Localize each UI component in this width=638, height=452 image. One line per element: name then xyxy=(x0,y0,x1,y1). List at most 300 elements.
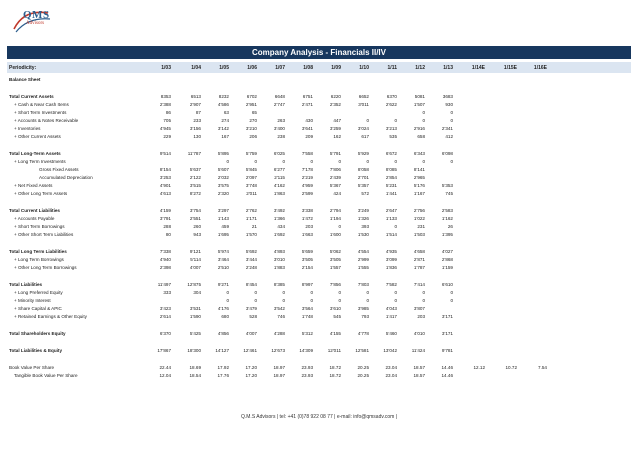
cell-value: 3'641 xyxy=(301,126,313,131)
row-label: Gross Fixed Assets xyxy=(39,167,79,172)
period-column-header: 1/14E xyxy=(471,65,485,71)
table-row xyxy=(7,117,631,125)
cell-value: 6702 xyxy=(246,94,257,99)
cell-value: 8'085 xyxy=(385,167,397,172)
cell-value: 18.69 xyxy=(189,365,201,370)
period-column-header: 1/12 xyxy=(415,65,425,71)
cell-value: 3'253 xyxy=(159,175,171,180)
cell-value: 1'503 xyxy=(413,232,425,237)
cell-value: 2'916 xyxy=(413,126,425,131)
page-title: Company Analysis - Financials II/IV xyxy=(7,46,631,59)
cell-value: 943 xyxy=(193,232,201,237)
cell-value: 0 xyxy=(310,298,313,303)
cell-value: 2'868 xyxy=(441,257,453,262)
cell-value: 4'658 xyxy=(413,249,425,254)
cell-value: 2'701 xyxy=(357,175,369,180)
cell-value: 6370 xyxy=(386,94,397,99)
period-column-header: 1/15E xyxy=(503,65,517,71)
cell-value: 0 xyxy=(254,290,257,295)
row-label: + Long Term Borrowings xyxy=(14,257,64,262)
cell-value: 5'607 xyxy=(217,167,229,172)
cell-value: 3'099 xyxy=(385,257,397,262)
cell-value: 0 xyxy=(338,298,341,303)
cell-value: 0 xyxy=(450,159,453,164)
cell-value: 13'042 xyxy=(383,348,397,353)
cell-value: 5081 xyxy=(414,94,425,99)
cell-value: 0 xyxy=(450,110,453,115)
cell-value: 0 xyxy=(226,159,229,164)
cell-value: 260 xyxy=(193,224,201,229)
cell-value: 2'388 xyxy=(159,102,171,107)
table-row xyxy=(7,281,631,289)
cell-value: 6'610 xyxy=(441,282,453,287)
cell-value: 11'787 xyxy=(187,151,201,156)
cell-value: 1'863 xyxy=(273,191,285,196)
period-column-header: 1/10 xyxy=(359,65,369,71)
cell-value: 238 xyxy=(277,134,285,139)
cell-value: 3'259 xyxy=(329,126,341,131)
row-label: Tangible Book Value Per Share xyxy=(14,373,78,378)
cell-value: 3'213 xyxy=(385,126,397,131)
cell-value: 1'366 xyxy=(273,216,285,221)
cell-value: 12'875 xyxy=(187,282,201,287)
cell-value: 4'159 xyxy=(159,208,171,213)
cell-value: 0 xyxy=(450,290,453,295)
cell-value: 2'122 xyxy=(189,175,201,180)
cell-value: 8232 xyxy=(218,94,229,99)
cell-value: 0 xyxy=(338,224,341,229)
cell-value: 2'951 xyxy=(245,102,257,107)
cell-value: 12'461 xyxy=(243,348,257,353)
cell-value: 0 xyxy=(394,159,397,164)
cell-value: 8'454 xyxy=(245,282,257,287)
cell-value: 12'011 xyxy=(327,348,341,353)
row-label: + Accounts Payable xyxy=(14,216,55,221)
cell-value: 459 xyxy=(221,224,229,229)
table-row xyxy=(7,338,631,347)
cell-value: 4'959 xyxy=(301,183,313,188)
cell-value: 5'231 xyxy=(385,183,397,188)
cell-value: 4'288 xyxy=(273,331,285,336)
periodicity-label: Periodicity: xyxy=(9,65,37,71)
cell-value: 1'557 xyxy=(329,265,341,270)
row-label: Total Liabilities xyxy=(9,282,43,287)
table-row xyxy=(7,313,631,321)
cell-value: 9'514 xyxy=(159,151,171,156)
cell-value: 23.93 xyxy=(301,365,313,370)
cell-value: 680 xyxy=(221,314,229,319)
period-column-header: 1/03 xyxy=(161,65,171,71)
row-label: + Accounts & Notes Receivable xyxy=(14,118,79,123)
cell-value: 2'583 xyxy=(441,208,453,213)
row-label: Accumulated Depreciation xyxy=(39,175,93,180)
cell-value: 9'781 xyxy=(441,348,453,353)
cell-value: 2'320 xyxy=(217,191,229,196)
cell-value: 2'032 xyxy=(217,175,229,180)
cell-value: 12.04 xyxy=(159,373,171,378)
cell-value: 0 xyxy=(394,224,397,229)
row-label: Total Current Liabilities xyxy=(9,208,60,213)
cell-value: 7'806 xyxy=(329,167,341,172)
cell-value: 8'272 xyxy=(189,191,201,196)
row-label: + Short Term Borrowings xyxy=(14,224,65,229)
table-row xyxy=(7,289,631,297)
cell-value: 1'555 xyxy=(357,265,369,270)
cell-value: 0 xyxy=(226,290,229,295)
cell-value: 5'637 xyxy=(189,167,201,172)
cell-value: 3'423 xyxy=(159,306,171,311)
cell-value: 20.25 xyxy=(357,365,369,370)
cell-value: 3'564 xyxy=(301,306,313,311)
cell-value: 274 xyxy=(221,118,229,123)
table-row xyxy=(7,141,631,150)
cell-value: 3'338 xyxy=(301,208,313,213)
cell-value: 2'999 xyxy=(357,257,369,262)
cell-value: 3'171 xyxy=(441,331,453,336)
cell-value: 12'673 xyxy=(271,348,285,353)
cell-value: 4'043 xyxy=(385,306,397,311)
cell-value: 746 xyxy=(277,314,285,319)
table-row xyxy=(7,190,631,198)
cell-value: 3'515 xyxy=(189,183,201,188)
cell-value: 5'367 xyxy=(329,183,341,188)
cell-value: 2'756 xyxy=(413,208,425,213)
cell-value: 3'542 xyxy=(273,306,285,311)
row-label: Total Current Assets xyxy=(9,94,54,99)
cell-value: 288 xyxy=(163,224,171,229)
cell-value: 2'510 xyxy=(217,265,229,270)
cell-value: 2'794 xyxy=(329,208,341,213)
cell-value: 17.20 xyxy=(245,365,257,370)
cell-value: 12.12 xyxy=(473,365,485,370)
cell-value: 5'357 xyxy=(357,183,369,188)
cell-value: 793 xyxy=(361,314,369,319)
cell-value: 2'341 xyxy=(441,126,453,131)
cell-value: 17.20 xyxy=(245,373,257,378)
cell-value: 21 xyxy=(251,224,257,229)
cell-value: 658 xyxy=(417,134,425,139)
cell-value: 2'471 xyxy=(301,102,313,107)
cell-value: 6'370 xyxy=(159,331,171,336)
cell-value: 63 xyxy=(223,110,229,115)
cell-value: 0 xyxy=(394,118,397,123)
cell-value: 6652 xyxy=(358,94,369,99)
cell-value: 6'098 xyxy=(441,151,453,156)
cell-value: 0 xyxy=(366,159,369,164)
cell-value: 3'754 xyxy=(189,208,201,213)
cell-value: 0 xyxy=(282,298,285,303)
period-column-header: 1/04 xyxy=(191,65,201,71)
table-row xyxy=(7,264,631,272)
cell-value: 18.57 xyxy=(413,373,425,378)
cell-value: 270 xyxy=(249,118,257,123)
table-row xyxy=(7,330,631,338)
cell-value: 6220 xyxy=(330,94,341,99)
cell-value: 203 xyxy=(305,224,313,229)
cell-value: 1'167 xyxy=(413,191,425,196)
table-row xyxy=(7,355,631,364)
cell-value: 5'692 xyxy=(245,249,257,254)
cell-value: 23.93 xyxy=(301,373,313,378)
cell-value: 11'424 xyxy=(411,348,425,353)
cell-value: 6751 xyxy=(302,94,313,99)
cell-value: 2'115 xyxy=(274,175,285,180)
cell-value: 304 xyxy=(193,290,201,295)
cell-value: 167 xyxy=(221,134,229,139)
cell-value: 0 xyxy=(450,118,453,123)
cell-value: 545 xyxy=(333,314,341,319)
cell-value: 2'871 xyxy=(413,257,425,262)
cell-value: 7'414 xyxy=(413,282,425,287)
row-label: Total Long Term Liabilities xyxy=(9,249,67,254)
cell-value: 3'444 xyxy=(245,257,257,262)
cell-value: 3'400 xyxy=(273,126,285,131)
period-column-header: 1/05 xyxy=(219,65,229,71)
table-row xyxy=(7,215,631,223)
cell-value: 80 xyxy=(165,232,171,237)
table-row xyxy=(7,347,631,355)
cell-value: 0 xyxy=(254,159,257,164)
row-label: + Minority Interest xyxy=(14,298,51,303)
cell-value: 8'141 xyxy=(413,167,425,172)
cell-value: 1'836 xyxy=(385,265,397,270)
cell-value: 2'011 xyxy=(246,191,257,196)
cell-value: 87 xyxy=(195,110,201,115)
row-label: + Share Capital & APIC xyxy=(14,306,62,311)
cell-value: 130 xyxy=(193,134,201,139)
cell-value: 5'114 xyxy=(190,257,201,262)
cell-value: 8'385 xyxy=(273,282,285,287)
cell-value: 0 xyxy=(282,290,285,295)
cell-value: 5'460 xyxy=(385,331,397,336)
cell-value: 3'024 xyxy=(357,126,369,131)
period-column-header: 1/13 xyxy=(443,65,453,71)
row-label: + Other Long Term Assets xyxy=(14,191,68,196)
row-label: + Other Short Term Liabilities xyxy=(14,232,74,237)
table-row xyxy=(7,109,631,117)
cell-value: 2'622 xyxy=(385,102,397,107)
table-row xyxy=(7,297,631,305)
cell-value: 263 xyxy=(277,118,285,123)
cell-value: 18.97 xyxy=(273,365,285,370)
cell-value: 11'497 xyxy=(157,282,171,287)
cell-value: 14'127 xyxy=(215,348,229,353)
cell-value: 2'907 xyxy=(189,102,201,107)
cell-value: 1'883 xyxy=(273,265,285,270)
cell-value: 7'338 xyxy=(159,249,171,254)
logo-tagline: Advisors xyxy=(26,21,45,26)
cell-value: 3'249 xyxy=(357,208,369,213)
cell-value: 5'062 xyxy=(329,249,341,254)
cell-value: 5'759 xyxy=(245,151,257,156)
cell-value: 4'027 xyxy=(441,249,453,254)
logo-name: QMS xyxy=(23,9,50,21)
cell-value: 705 xyxy=(163,118,171,123)
cell-value: 4'613 xyxy=(159,191,171,196)
cell-value: 0 xyxy=(310,159,313,164)
row-label: + Short Term Investments xyxy=(14,110,67,115)
cell-value: 5'176 xyxy=(413,183,425,188)
row-label: + Inventories xyxy=(14,126,41,131)
cell-value: 2'398 xyxy=(159,265,171,270)
row-label: + Long Preferred Equity xyxy=(14,290,63,295)
cell-value: 162 xyxy=(333,134,341,139)
cell-value: 2'854 xyxy=(385,175,397,180)
cell-value: 3683 xyxy=(442,94,453,99)
cell-value: 18.54 xyxy=(189,373,201,378)
cell-value: 0 xyxy=(366,118,369,123)
cell-value: 0 xyxy=(338,290,341,295)
cell-value: 6513 xyxy=(190,94,201,99)
cell-value: 3'492 xyxy=(273,208,285,213)
cell-value: 8'154 xyxy=(159,167,171,172)
cell-value: 18.72 xyxy=(329,373,341,378)
cell-value: 5'895 xyxy=(217,151,229,156)
cell-value: 18'300 xyxy=(187,348,201,353)
cell-value: 1'695 xyxy=(217,232,229,237)
cell-value: 5'425 xyxy=(189,331,201,336)
cell-value: 1'441 xyxy=(385,191,397,196)
cell-value: 2'154 xyxy=(301,265,313,270)
cell-value: 3'748 xyxy=(245,183,257,188)
cell-value: 0 xyxy=(254,298,257,303)
cell-value: 1'162 xyxy=(441,216,453,221)
cell-value: 3'791 xyxy=(159,216,171,221)
table-row xyxy=(7,93,631,101)
cell-value: 1'692 xyxy=(273,232,285,237)
cell-value: 0 xyxy=(282,159,285,164)
cell-value: 430 xyxy=(305,118,313,123)
table-row xyxy=(7,305,631,313)
cell-value: 5'353 xyxy=(441,183,453,188)
cell-value: 528 xyxy=(249,314,257,319)
cell-value: 18.57 xyxy=(413,365,425,370)
cell-value: 3'505 xyxy=(329,257,341,262)
cell-value: 17'867 xyxy=(157,348,171,353)
cell-value: 86 xyxy=(165,110,171,115)
cell-value: 3'610 xyxy=(329,306,341,311)
table-row xyxy=(7,272,631,281)
table-row xyxy=(7,256,631,264)
table-row xyxy=(7,84,631,93)
cell-value: 930 xyxy=(445,102,453,107)
cell-value: 3'011 xyxy=(358,102,369,107)
cell-value: 18.72 xyxy=(329,365,341,370)
cell-value: 1'395 xyxy=(441,232,453,237)
cell-value: 6648 xyxy=(274,94,285,99)
row-label: Book Value Per Share xyxy=(9,365,55,370)
cell-value: 9'271 xyxy=(217,282,229,287)
cell-value: 535 xyxy=(389,134,397,139)
cell-value: 65 xyxy=(251,110,257,115)
cell-value: 1'663 xyxy=(301,232,313,237)
cell-value: 209 xyxy=(305,134,313,139)
cell-value: 1'530 xyxy=(357,232,369,237)
cell-value: 7'856 xyxy=(329,282,341,287)
cell-value: 3'464 xyxy=(217,257,229,262)
cell-value: 4'935 xyxy=(385,249,397,254)
cell-value: 1'748 xyxy=(301,314,313,319)
cell-value: 7'582 xyxy=(385,282,397,287)
cell-value: 1'171 xyxy=(245,216,257,221)
cell-value: 3'575 xyxy=(217,183,229,188)
cell-value: 17.92 xyxy=(217,365,229,370)
cell-value: 5'312 xyxy=(301,331,313,336)
cell-value: 26 xyxy=(447,224,453,229)
cell-value: 7'178 xyxy=(301,167,313,172)
table-row xyxy=(7,364,631,372)
row-label: Total Liabilities & Equity xyxy=(9,348,63,353)
cell-value: 14'309 xyxy=(299,348,313,353)
cell-value: 0 xyxy=(394,290,397,295)
row-label: + Other Current Assets xyxy=(14,134,61,139)
cell-value: 434 xyxy=(277,224,285,229)
row-label: + Other Long Term Borrowings xyxy=(14,265,77,270)
cell-value: 1'590 xyxy=(189,314,201,319)
cell-value: 1'326 xyxy=(357,216,369,221)
row-label: + Cash & Near Cash Items xyxy=(14,102,69,107)
cell-value: 5'929 xyxy=(357,151,369,156)
cell-value: 4'007 xyxy=(245,331,257,336)
cell-value: 1'472 xyxy=(301,216,313,221)
cell-value: 233 xyxy=(193,118,201,123)
cell-value: 4'007 xyxy=(189,265,201,270)
cell-value: 7'558 xyxy=(301,151,313,156)
cell-value: 206 xyxy=(249,134,257,139)
cell-value: 3'171 xyxy=(441,314,453,319)
table-row xyxy=(7,182,631,190)
cell-value: 1'022 xyxy=(413,216,425,221)
cell-value: 0 xyxy=(450,298,453,303)
table-row xyxy=(7,125,631,133)
cell-value: 3'297 xyxy=(217,208,229,213)
table-row xyxy=(7,372,631,380)
cell-value: 3'985 xyxy=(357,306,369,311)
cell-value: 617 xyxy=(361,134,369,139)
footer-contact: Q.M.S Advisors | tel: +41 (0)78 922 08 77 | e-mail: info@qmsadv.com | xyxy=(240,414,398,420)
cell-value: 0 xyxy=(338,159,341,164)
cell-value: 4'176 xyxy=(217,306,229,311)
company-logo xyxy=(10,7,54,37)
cell-value: 0 xyxy=(422,159,425,164)
cell-value: 20.25 xyxy=(357,373,369,378)
table-row xyxy=(7,133,631,141)
cell-value: 1'570 xyxy=(245,232,257,237)
row-label: + Long Term Investments xyxy=(14,159,66,164)
cell-value: 23.04 xyxy=(385,365,397,370)
cell-value: 1'514 xyxy=(385,232,397,237)
cell-value: 2'097 xyxy=(245,175,257,180)
cell-value: 2'747 xyxy=(273,102,285,107)
cell-value: 14.46 xyxy=(441,365,453,370)
table-row xyxy=(7,166,631,174)
cell-value: 5'659 xyxy=(301,249,313,254)
cell-value: 12'581 xyxy=(355,348,369,353)
cell-value: 9'121 xyxy=(189,249,201,254)
cell-value: 0 xyxy=(394,298,397,303)
period-column-header: 1/09 xyxy=(331,65,341,71)
cell-value: 447 xyxy=(333,118,341,123)
cell-value: 22.44 xyxy=(159,365,171,370)
table-row xyxy=(7,207,631,215)
cell-value: 6'277 xyxy=(273,167,285,172)
period-column-header: 1/06 xyxy=(247,65,257,71)
cell-value: 18.97 xyxy=(273,373,285,378)
table-row xyxy=(7,174,631,182)
cell-value: 6'025 xyxy=(273,151,285,156)
table-row xyxy=(7,198,631,207)
row-label: + Net Fixed Assets xyxy=(14,183,53,188)
